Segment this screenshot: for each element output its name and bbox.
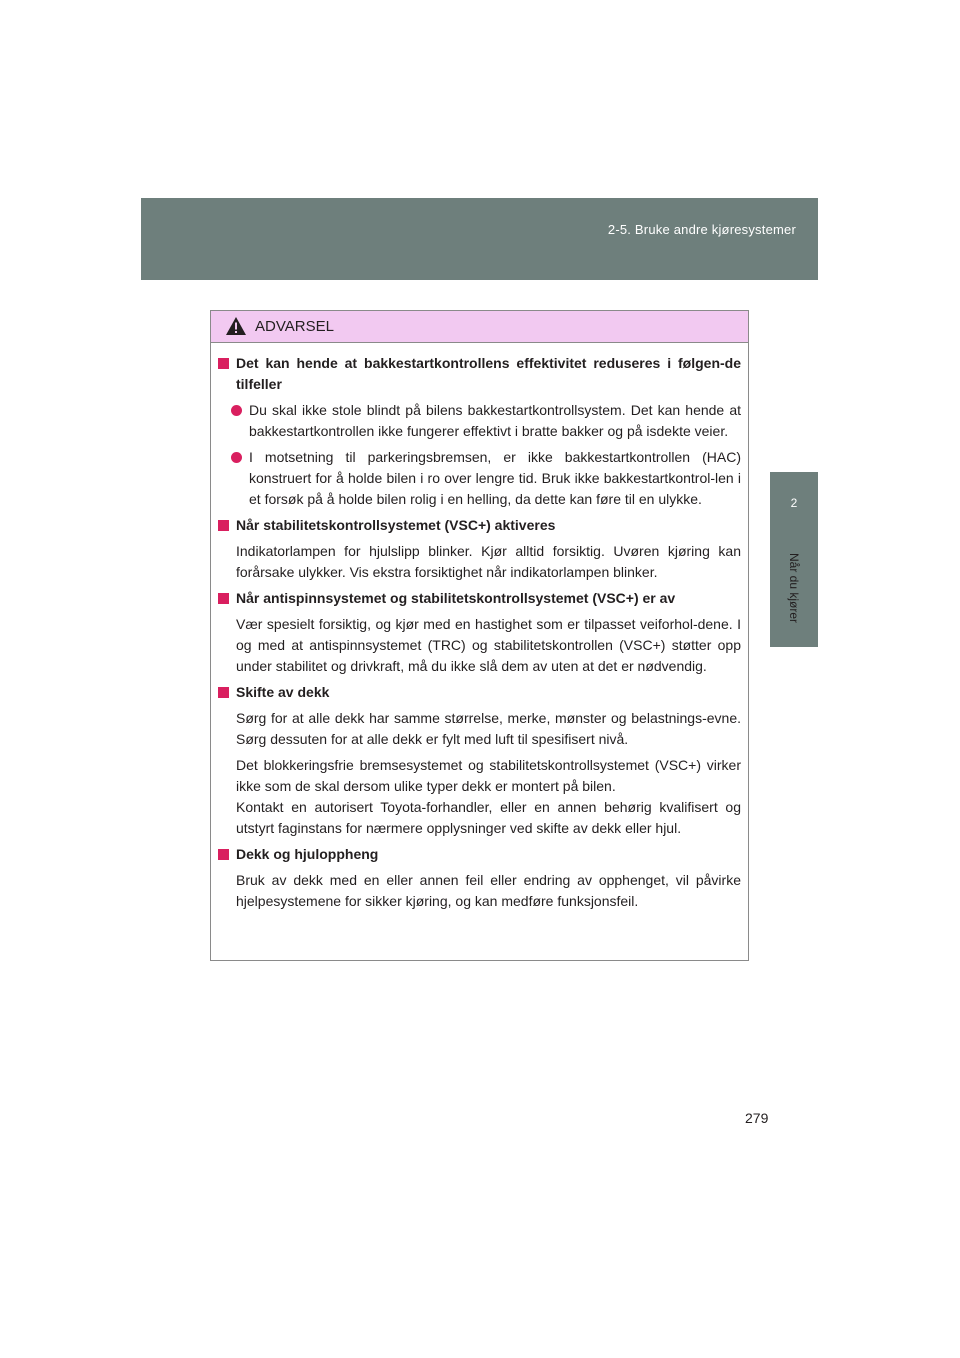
warning-triangle-icon	[225, 316, 247, 336]
square-bullet-icon	[218, 593, 229, 604]
paragraph: Kontakt en autorisert Toyota-forhandler, eller en annen behørig kvalifisert og utstyrt faginstans for nærmere opplysninger ved skifte av dekk eller hjul.	[236, 799, 741, 836]
section-heading: Når stabilitetskontrollsystemet (VSC+) aktiveres	[218, 515, 741, 536]
chapter-label: Når du kjører	[787, 552, 802, 624]
section-title: 2-5. Bruke andre kjøresystemer	[607, 222, 796, 237]
section-heading: Skifte av dekk	[218, 682, 741, 703]
paragraph: Det blokkeringsfrie bremsesystemet og stabilitetskontrollsystemet (VSC+) virker ikke som de skal dersom ulike typer dekk er montert på bilen.	[236, 757, 741, 794]
section-heading: Dekk og hjuloppheng	[218, 844, 741, 865]
warning-body	[211, 343, 748, 912]
paragraph: Vær spesielt forsiktig, og kjør med en hastighet som er tilpasset veiforhol-dene. I og med at antispinnsystemet (TRC) og stabilitetskontrollen (VSC+) støtter opp under stabilitet og drivkraft, må du ikke slå dem av uten at det er nødvendig.	[236, 616, 741, 674]
page-number: 279	[745, 1110, 769, 1126]
paragraph: Bruk av dekk med en eller annen feil eller endring av opphenget, vil påvirke hjelpesystemene for sikker kjøring, og kan medføre funksjonsfeil.	[236, 872, 741, 909]
square-bullet-icon	[218, 520, 229, 531]
round-bullet-icon	[231, 452, 242, 463]
bullet-item: Du skal ikke stole blindt på bilens bakkestartkontrollsystem. Det kan hende at bakkestartkontrollen ikke fungerer effektivt i bratte bakker og på isdekte veier.	[218, 400, 741, 442]
paragraph: Indikatorlampen for hjulslipp blinker. Kjør alltid forsiktig. Uvøren kjøring kan forårsake ulykker. Vis ekstra forsiktighet når indikatorlampen blinker.	[236, 543, 741, 580]
round-bullet-icon	[231, 405, 242, 416]
square-bullet-icon	[218, 358, 229, 369]
chapter-number: 2	[790, 496, 798, 510]
chapter-label-container	[770, 540, 818, 636]
warning-title: ADVARSEL	[255, 318, 334, 335]
section-heading: Når antispinnsystemet og stabilitetskontrollsystemet (VSC+) er av	[218, 588, 741, 609]
paragraph: Sørg for at alle dekk har samme størrelse, merke, mønster og belastnings-evne. Sørg dessuten for at alle dekk er fylt med luft til spesifisert nivå.	[236, 710, 741, 747]
square-bullet-icon	[218, 849, 229, 860]
bullet-item: I motsetning til parkeringsbremsen, er ikke bakkestartkontrollen (HAC) konstruert for å holde bilen i ro over lengre tid. Bruk ikke bakkestartkontrol-len i et forsøk på å holde bilen rolig i en helling, da dette kan føre til en ulykke.	[218, 447, 741, 510]
section-header-band	[141, 198, 818, 280]
square-bullet-icon	[218, 687, 229, 698]
warning-box	[210, 310, 749, 961]
section-heading: Det kan hende at bakkestartkontrollens effektivitet reduseres i følgen-de tilfeller	[218, 353, 741, 395]
warning-header	[211, 311, 748, 343]
